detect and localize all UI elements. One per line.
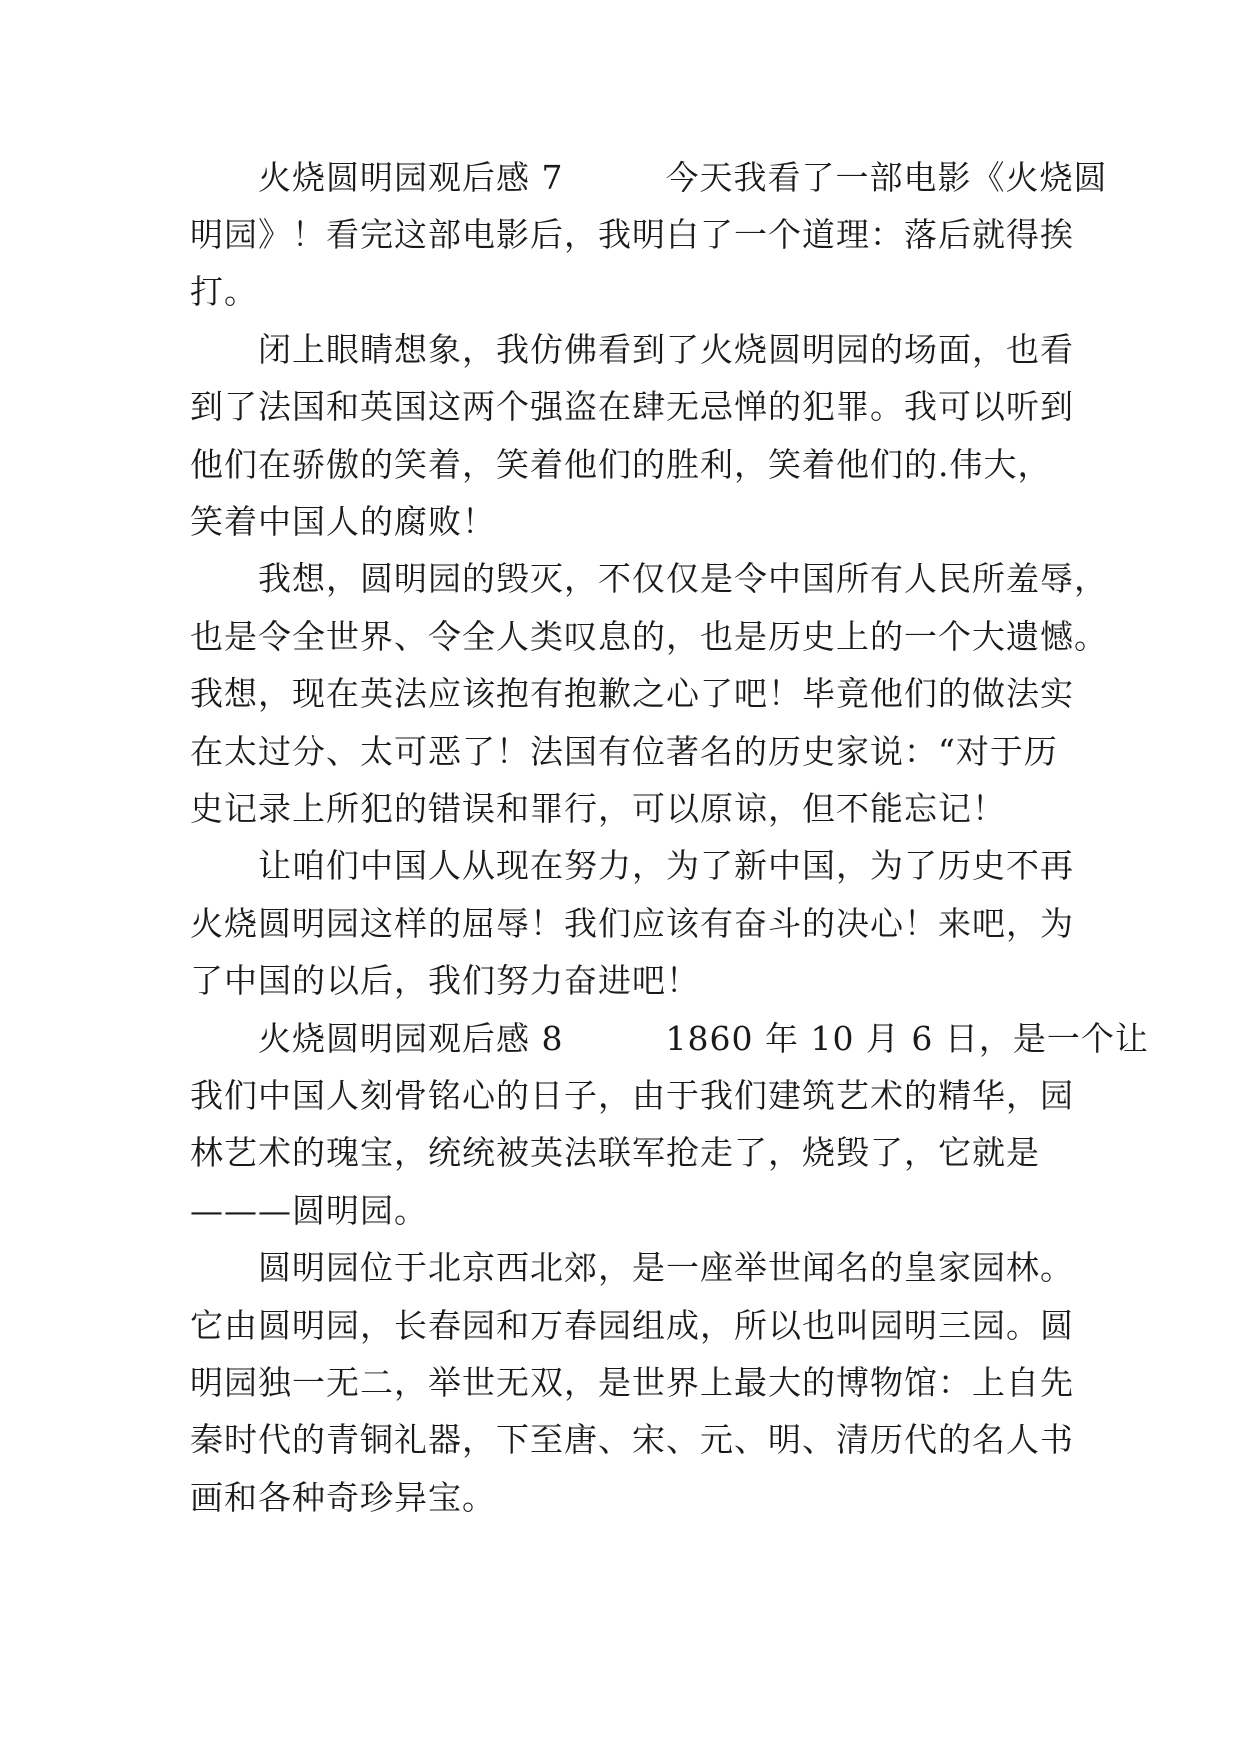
text-line: 火烧圆明园观后感 7 今天我看了一部电影《火烧圆 [190,158,1108,197]
text-line: 我想，现在英法应该抱有抱歉之心了吧！毕竟他们的做法实 [190,674,1074,713]
text-line: 笑着中国人的腐败！ [190,502,496,541]
text-line: 到了法国和英国这两个强盗在肆无忌惮的犯罪。我可以听到 [190,387,1074,426]
text-line: ———圆明园。 [190,1191,428,1230]
text-line: 明园》！看完这部电影后，我明白了一个道理：落后就得挨 [190,215,1074,254]
text-line: 圆明园位于北京西北郊，是一座举世闻名的皇家园林。 [190,1248,1074,1287]
text-line: 它由圆明园，长春园和万春园组成，所以也叫园明三园。圆 [190,1306,1074,1345]
text-line: 让咱们中国人从现在努力，为了新中国，为了历史不再 [190,846,1074,885]
text-line: 他们在骄傲的笑着，笑着他们的胜利，笑着他们的.伟大， [190,445,1052,484]
text-line: 火烧圆明园观后感 8 1860 年 10 月 6 日，是一个让 [190,1019,1149,1058]
text-line: 闭上眼睛想象，我仿佛看到了火烧圆明园的场面，也看 [190,330,1074,369]
text-line: 在太过分、太可恶了！法国有位著名的历史家说：“对于历 [190,732,1058,771]
text-line: 林艺术的瑰宝，统统被英法联军抢走了，烧毁了，它就是 [190,1133,1040,1172]
text-line: 画和各种奇珍异宝。 [190,1478,496,1517]
text-line: 我想，圆明园的毁灭，不仅仅是令中国所有人民所羞辱， [190,559,1108,598]
text-line: 了中国的以后，我们努力奋进吧！ [190,961,700,1000]
text-line: 史记录上所犯的错误和罪行，可以原谅，但不能忘记！ [190,789,1006,828]
text-line: 打。 [190,272,258,311]
text-line: 火烧圆明园这样的屈辱！我们应该有奋斗的决心！来吧，为 [190,904,1074,943]
text-line: 我们中国人刻骨铭心的日子，由于我们建筑艺术的精华，园 [190,1076,1074,1115]
text-line: 明园独一无二，举世无双，是世界上最大的博物馆：上自先 [190,1363,1074,1402]
text-line: 秦时代的青铜礼器，下至唐、宋、元、明、清历代的名人书 [190,1420,1074,1459]
text-line: 也是令全世界、令全人类叹息的，也是历史上的一个大遗憾。 [190,617,1108,656]
